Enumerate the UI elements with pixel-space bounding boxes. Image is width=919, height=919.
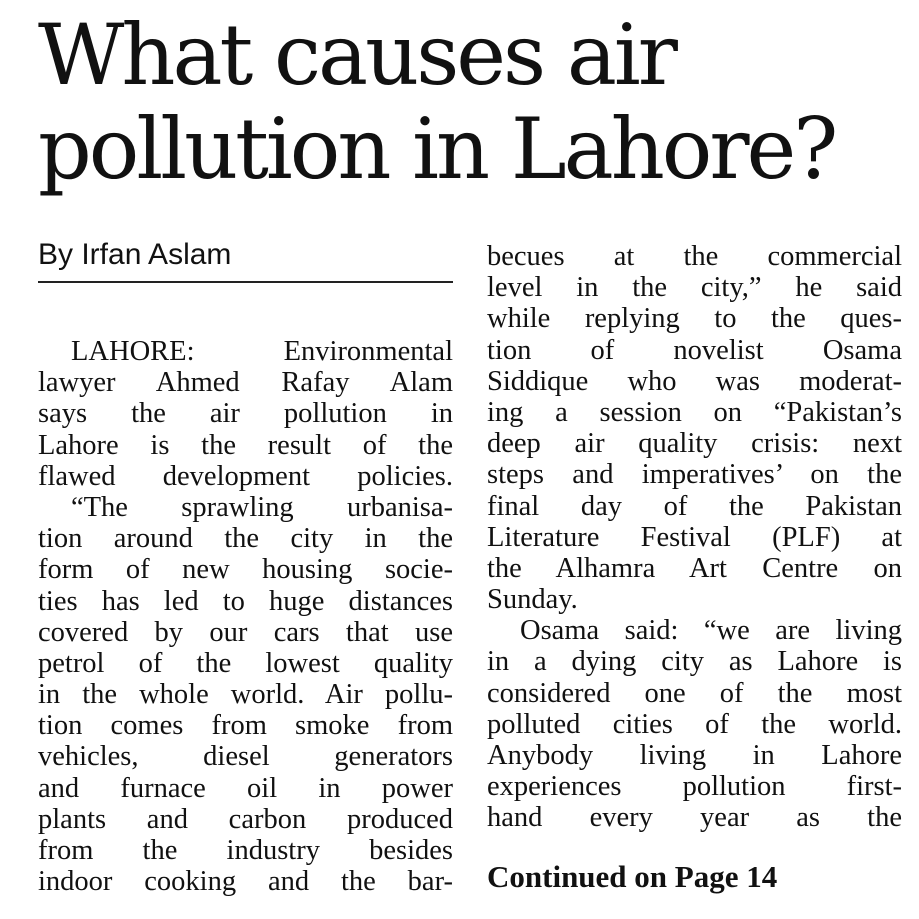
text-line: Osama said: “we are living [520,615,902,647]
text-line: deep air quality crisis: next [487,428,902,460]
article-column-right [487,241,902,834]
text-line: LAHORE: Environmental [71,336,453,367]
text-line: final day of the Pakistan [487,490,902,522]
text-line: steps and imperatives’ on the [487,459,902,491]
text-line: becues at the commercial [487,241,902,272]
text-line: ing a session on “Pakistan’s [487,396,902,428]
text-line: covered by our cars that use [38,616,453,648]
text-line: Anybody living in Lahore [487,740,902,771]
text-line: plants and carbon produced [38,803,453,835]
text-line: considered one of the most [487,677,902,709]
text-line: polluted cities of the world. [487,708,902,740]
text-line: form of new housing socie- [38,554,453,586]
headline-line: What causes air [38,6,675,104]
text-line: in the whole world. Air pollu- [38,679,453,711]
text-line: flawed development policies. [38,460,453,492]
text-line: Literature Festival (PLF) at [487,521,902,553]
headline [38,8,908,196]
continued-notice: Continued on Page 14 [487,859,778,894]
text-line: indoor cooking and the bar- [38,866,453,898]
text-line: “The sprawling urbanisa- [71,491,453,523]
text-line: while replying to the ques- [487,303,902,335]
text-line: experiences pollution first- [487,771,902,803]
text-line: tion around the city in the [38,523,453,555]
article-column-left [38,336,453,897]
text-line: in a dying city as Lahore is [487,646,902,678]
text-line: lawyer Ahmed Rafay Alam [38,367,453,399]
text-line: tion comes from smoke from [38,710,453,742]
text-line: Lahore is the result of the [38,429,453,461]
text-line: hand every year as the [487,802,902,834]
text-line: Siddique who was moderat- [487,365,902,397]
text-line: the Alhamra Art Centre on [487,552,902,584]
text-line: says the air pollution in [38,398,453,430]
text-line: ties has led to huge distances [38,585,453,617]
text-line: from the industry besides [38,835,453,866]
text-line: Sunday. [487,584,578,616]
byline-divider [38,281,453,283]
text-line: level in the city,” he said [487,272,902,304]
headline-line: pollution in Lahore? [38,100,836,198]
text-line: vehicles, diesel generators [38,741,453,773]
byline: By Irfan Aslam [38,238,232,271]
text-line: and furnace oil in power [38,772,453,804]
text-line: tion of novelist Osama [487,334,902,366]
text-line: petrol of the lowest quality [38,647,453,679]
